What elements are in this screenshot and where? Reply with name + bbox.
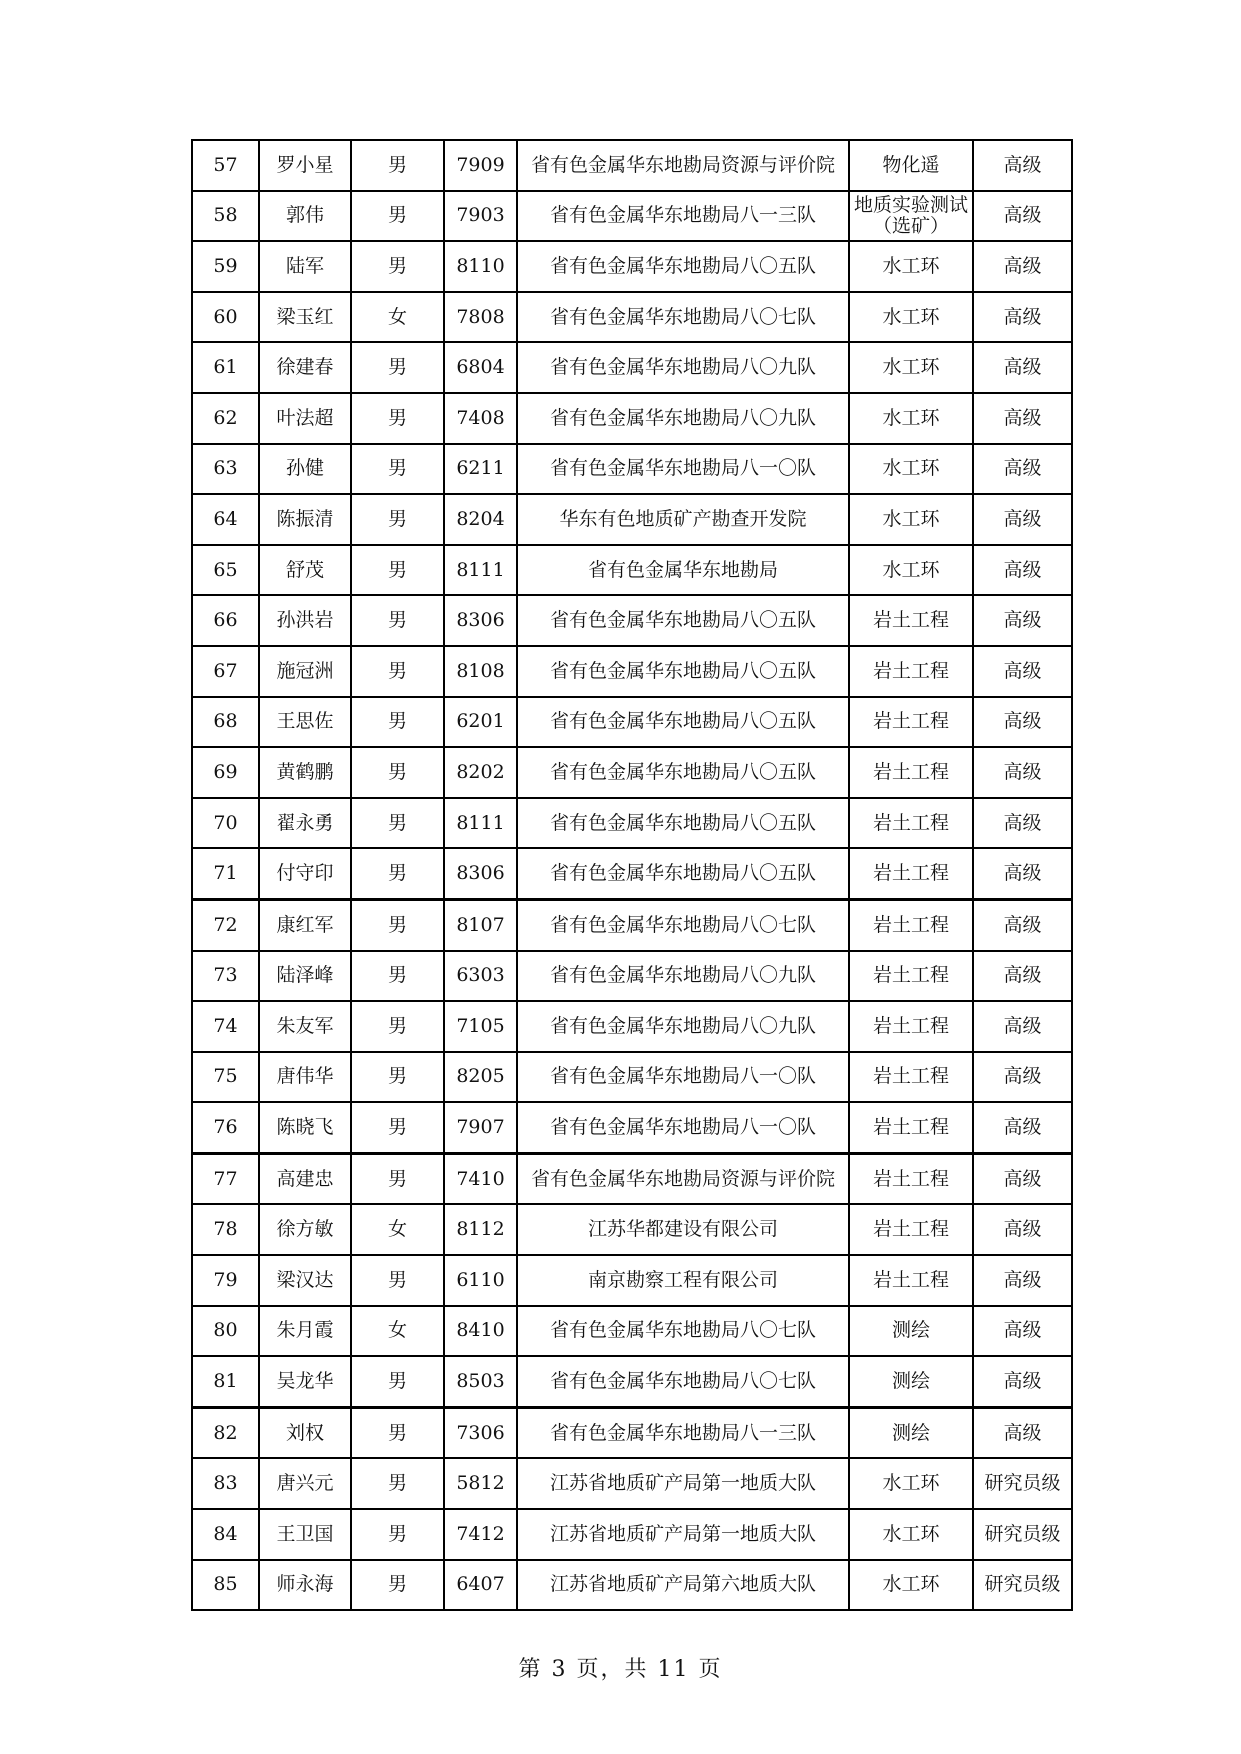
work-unit-cell: 省有色金属华东地勘局八一〇队 [517,1102,849,1153]
table-row [192,1153,1072,1204]
row-number-cell: 66 [192,595,259,646]
gender-cell: 男 [351,1153,444,1204]
title-level-cell: 高级 [973,241,1072,292]
title-level-cell: 高级 [973,1306,1072,1357]
gender-cell: 男 [351,595,444,646]
birth-date-cell: 7410 [444,1153,517,1204]
birth-date-cell: 8204 [444,494,517,545]
birth-date-cell: 6804 [444,342,517,393]
gender-cell: 男 [351,747,444,798]
specialty-cell: 水工环 [849,1458,973,1509]
title-level-cell: 高级 [973,951,1072,1002]
table-row [192,1407,1072,1458]
gender-cell: 女 [351,292,444,343]
work-unit-cell: 省有色金属华东地勘局八〇九队 [517,951,849,1002]
specialty-cell: 岩土工程 [849,1153,973,1204]
birth-date-cell: 8503 [444,1356,517,1407]
work-unit-cell: 省有色金属华东地勘局八一三队 [517,191,849,242]
table-row [192,1052,1072,1103]
work-unit-cell: 省有色金属华东地勘局八〇九队 [517,1001,849,1052]
specialty-cell: 测绘 [849,1356,973,1407]
title-level-cell: 高级 [973,1407,1072,1458]
gender-cell: 男 [351,241,444,292]
table-row [192,1306,1072,1357]
gender-cell: 男 [351,646,444,697]
specialty-cell: 岩土工程 [849,899,973,950]
birth-date-cell: 7808 [444,292,517,343]
table-row [192,393,1072,444]
birth-date-cell: 8112 [444,1204,517,1255]
work-unit-cell: 省有色金属华东地勘局八〇九队 [517,342,849,393]
title-level-cell: 高级 [973,342,1072,393]
person-name-cell: 唐伟华 [259,1052,351,1103]
table-row [192,342,1072,393]
table-row [192,1458,1072,1509]
person-name-cell: 朱友军 [259,1001,351,1052]
table-row [192,494,1072,545]
table-row [192,1356,1072,1407]
page-number: 第 3 页，共 11 页 [518,1657,723,1682]
row-number-cell: 74 [192,1001,259,1052]
specialty-cell: 岩土工程 [849,1255,973,1306]
birth-date-cell: 7408 [444,393,517,444]
birth-date-cell: 6201 [444,697,517,748]
gender-cell: 女 [351,1306,444,1357]
table-row [192,191,1072,242]
person-name-cell: 徐建春 [259,342,351,393]
birth-date-cell: 8110 [444,241,517,292]
title-level-cell: 高级 [973,848,1072,899]
birth-date-cell: 8205 [444,1052,517,1103]
work-unit-cell: 江苏省地质矿产局第一地质大队 [517,1509,849,1560]
row-number-cell: 70 [192,798,259,849]
title-level-cell: 高级 [973,494,1072,545]
specialty-cell: 水工环 [849,545,973,596]
table-row [192,1204,1072,1255]
birth-date-cell: 7903 [444,191,517,242]
work-unit-cell: 省有色金属华东地勘局八〇五队 [517,747,849,798]
work-unit-cell: 省有色金属华东地勘局八〇五队 [517,848,849,899]
specialty-cell: 水工环 [849,393,973,444]
birth-date-cell: 7306 [444,1407,517,1458]
specialty-cell: 水工环 [849,292,973,343]
person-name-cell: 孙洪岩 [259,595,351,646]
row-number-cell: 83 [192,1458,259,1509]
specialty-cell: 地质实验测试（选矿） [849,191,973,242]
work-unit-cell: 省有色金属华东地勘局八一〇队 [517,444,849,495]
specialty-cell: 岩土工程 [849,697,973,748]
row-number-cell: 69 [192,747,259,798]
title-level-cell: 高级 [973,393,1072,444]
specialty-cell: 岩土工程 [849,646,973,697]
person-name-cell: 王思佐 [259,697,351,748]
row-number-cell: 75 [192,1052,259,1103]
title-level-cell: 研究员级 [973,1509,1072,1560]
gender-cell: 男 [351,393,444,444]
specialty-cell: 测绘 [849,1306,973,1357]
person-name-cell: 康红军 [259,899,351,950]
specialty-cell: 水工环 [849,444,973,495]
title-level-cell: 高级 [973,1255,1072,1306]
table-row [192,241,1072,292]
work-unit-cell: 南京勘察工程有限公司 [517,1255,849,1306]
work-unit-cell: 省有色金属华东地勘局八〇七队 [517,899,849,950]
person-name-cell: 叶法超 [259,393,351,444]
gender-cell: 男 [351,1102,444,1153]
birth-date-cell: 8202 [444,747,517,798]
person-name-cell: 郭伟 [259,191,351,242]
table-row [192,1560,1072,1611]
birth-date-cell: 6407 [444,1560,517,1611]
row-number-cell: 82 [192,1407,259,1458]
work-unit-cell: 省有色金属华东地勘局 [517,545,849,596]
person-name-cell: 梁汉达 [259,1255,351,1306]
birth-date-cell: 7909 [444,140,517,191]
person-name-cell: 梁玉红 [259,292,351,343]
title-level-cell: 高级 [973,292,1072,343]
table-row [192,595,1072,646]
gender-cell: 男 [351,1356,444,1407]
table-row [192,848,1072,899]
title-level-cell: 高级 [973,697,1072,748]
specialty-cell: 岩土工程 [849,848,973,899]
table-row [192,1001,1072,1052]
row-number-cell: 85 [192,1560,259,1611]
title-level-cell: 高级 [973,595,1072,646]
gender-cell: 男 [351,1407,444,1458]
person-name-cell: 陆军 [259,241,351,292]
specialty-cell: 水工环 [849,1509,973,1560]
row-number-cell: 80 [192,1306,259,1357]
gender-cell: 男 [351,191,444,242]
gender-cell: 男 [351,545,444,596]
title-level-cell: 高级 [973,899,1072,950]
birth-date-cell: 8107 [444,899,517,950]
birth-date-cell: 8410 [444,1306,517,1357]
title-level-cell: 高级 [973,747,1072,798]
specialty-cell: 岩土工程 [849,951,973,1002]
title-level-cell: 高级 [973,646,1072,697]
work-unit-cell: 省有色金属华东地勘局八〇五队 [517,697,849,748]
row-number-cell: 84 [192,1509,259,1560]
work-unit-cell: 省有色金属华东地勘局八〇九队 [517,393,849,444]
table-row [192,1102,1072,1153]
work-unit-cell: 省有色金属华东地勘局八〇五队 [517,798,849,849]
work-unit-cell: 省有色金属华东地勘局资源与评价院 [517,140,849,191]
person-name-cell: 王卫国 [259,1509,351,1560]
title-level-cell: 高级 [973,444,1072,495]
row-number-cell: 63 [192,444,259,495]
work-unit-cell: 江苏省地质矿产局第六地质大队 [517,1560,849,1611]
row-number-cell: 78 [192,1204,259,1255]
title-level-cell: 研究员级 [973,1560,1072,1611]
title-level-cell: 高级 [973,1153,1072,1204]
person-name-cell: 高建忠 [259,1153,351,1204]
table-row [192,545,1072,596]
person-name-cell: 陈振清 [259,494,351,545]
person-name-cell: 翟永勇 [259,798,351,849]
title-level-cell: 高级 [973,1204,1072,1255]
work-unit-cell: 省有色金属华东地勘局八〇七队 [517,1306,849,1357]
person-name-cell: 陈晓飞 [259,1102,351,1153]
work-unit-cell: 省有色金属华东地勘局八〇五队 [517,241,849,292]
row-number-cell: 61 [192,342,259,393]
table-row [192,697,1072,748]
specialty-cell: 物化遥 [849,140,973,191]
gender-cell: 男 [351,494,444,545]
person-name-cell: 陆泽峰 [259,951,351,1002]
birth-date-cell: 7105 [444,1001,517,1052]
title-level-cell: 高级 [973,140,1072,191]
work-unit-cell: 省有色金属华东地勘局八〇五队 [517,595,849,646]
table-row [192,646,1072,697]
row-number-cell: 67 [192,646,259,697]
gender-cell: 女 [351,1204,444,1255]
title-level-cell: 高级 [973,1356,1072,1407]
birth-date-cell: 6110 [444,1255,517,1306]
person-name-cell: 朱月霞 [259,1306,351,1357]
specialty-cell: 岩土工程 [849,1052,973,1103]
specialty-cell: 岩土工程 [849,798,973,849]
row-number-cell: 59 [192,241,259,292]
work-unit-cell: 省有色金属华东地勘局资源与评价院 [517,1153,849,1204]
person-name-cell: 舒茂 [259,545,351,596]
row-number-cell: 62 [192,393,259,444]
gender-cell: 男 [351,1001,444,1052]
specialty-cell: 岩土工程 [849,747,973,798]
person-name-cell: 黄鹤鹏 [259,747,351,798]
row-number-cell: 79 [192,1255,259,1306]
row-number-cell: 81 [192,1356,259,1407]
gender-cell: 男 [351,1052,444,1103]
title-level-cell: 研究员级 [973,1458,1072,1509]
gender-cell: 男 [351,1458,444,1509]
row-number-cell: 65 [192,545,259,596]
specialty-cell: 水工环 [849,342,973,393]
table-row [192,951,1072,1002]
title-level-cell: 高级 [973,798,1072,849]
work-unit-cell: 省有色金属华东地勘局八〇五队 [517,646,849,697]
gender-cell: 男 [351,798,444,849]
specialty-cell: 岩土工程 [849,1204,973,1255]
gender-cell: 男 [351,1255,444,1306]
birth-date-cell: 7907 [444,1102,517,1153]
person-name-cell: 吴龙华 [259,1356,351,1407]
gender-cell: 男 [351,1560,444,1611]
gender-cell: 男 [351,444,444,495]
person-name-cell: 唐兴元 [259,1458,351,1509]
row-number-cell: 76 [192,1102,259,1153]
table-row [192,140,1072,191]
birth-date-cell: 8111 [444,545,517,596]
specialty-cell: 岩土工程 [849,1001,973,1052]
title-level-cell: 高级 [973,545,1072,596]
row-number-cell: 73 [192,951,259,1002]
row-number-cell: 58 [192,191,259,242]
table-row [192,292,1072,343]
work-unit-cell: 江苏省地质矿产局第一地质大队 [517,1458,849,1509]
title-level-cell: 高级 [973,1102,1072,1153]
table-row [192,747,1072,798]
birth-date-cell: 5812 [444,1458,517,1509]
table-row [192,899,1072,950]
work-unit-cell: 华东有色地质矿产勘查开发院 [517,494,849,545]
work-unit-cell: 省有色金属华东地勘局八〇七队 [517,1356,849,1407]
birth-date-cell: 8111 [444,798,517,849]
row-number-cell: 77 [192,1153,259,1204]
specialty-cell: 测绘 [849,1407,973,1458]
person-name-cell: 孙健 [259,444,351,495]
specialty-cell: 水工环 [849,494,973,545]
title-level-cell: 高级 [973,191,1072,242]
person-name-cell: 施冠洲 [259,646,351,697]
row-number-cell: 71 [192,848,259,899]
row-number-cell: 68 [192,697,259,748]
work-unit-cell: 省有色金属华东地勘局八一三队 [517,1407,849,1458]
row-number-cell: 57 [192,140,259,191]
table-row [192,1509,1072,1560]
gender-cell: 男 [351,342,444,393]
personnel-table [191,139,1073,1611]
specialty-cell: 岩土工程 [849,1102,973,1153]
table-row [192,1255,1072,1306]
table-row [192,444,1072,495]
person-name-cell: 罗小星 [259,140,351,191]
birth-date-cell: 6211 [444,444,517,495]
table-row [192,798,1072,849]
work-unit-cell: 省有色金属华东地勘局八〇七队 [517,292,849,343]
specialty-cell: 水工环 [849,241,973,292]
specialty-cell: 水工环 [849,1560,973,1611]
row-number-cell: 60 [192,292,259,343]
specialty-cell: 岩土工程 [849,595,973,646]
birth-date-cell: 6303 [444,951,517,1002]
birth-date-cell: 8306 [444,595,517,646]
title-level-cell: 高级 [973,1001,1072,1052]
gender-cell: 男 [351,697,444,748]
gender-cell: 男 [351,848,444,899]
gender-cell: 男 [351,140,444,191]
birth-date-cell: 7412 [444,1509,517,1560]
person-name-cell: 徐方敏 [259,1204,351,1255]
person-name-cell: 付守印 [259,848,351,899]
person-name-cell: 师永海 [259,1560,351,1611]
person-name-cell: 刘权 [259,1407,351,1458]
birth-date-cell: 8108 [444,646,517,697]
gender-cell: 男 [351,951,444,1002]
row-number-cell: 72 [192,899,259,950]
gender-cell: 男 [351,899,444,950]
birth-date-cell: 8306 [444,848,517,899]
work-unit-cell: 省有色金属华东地勘局八一〇队 [517,1052,849,1103]
work-unit-cell: 江苏华都建设有限公司 [517,1204,849,1255]
row-number-cell: 64 [192,494,259,545]
gender-cell: 男 [351,1509,444,1560]
title-level-cell: 高级 [973,1052,1072,1103]
